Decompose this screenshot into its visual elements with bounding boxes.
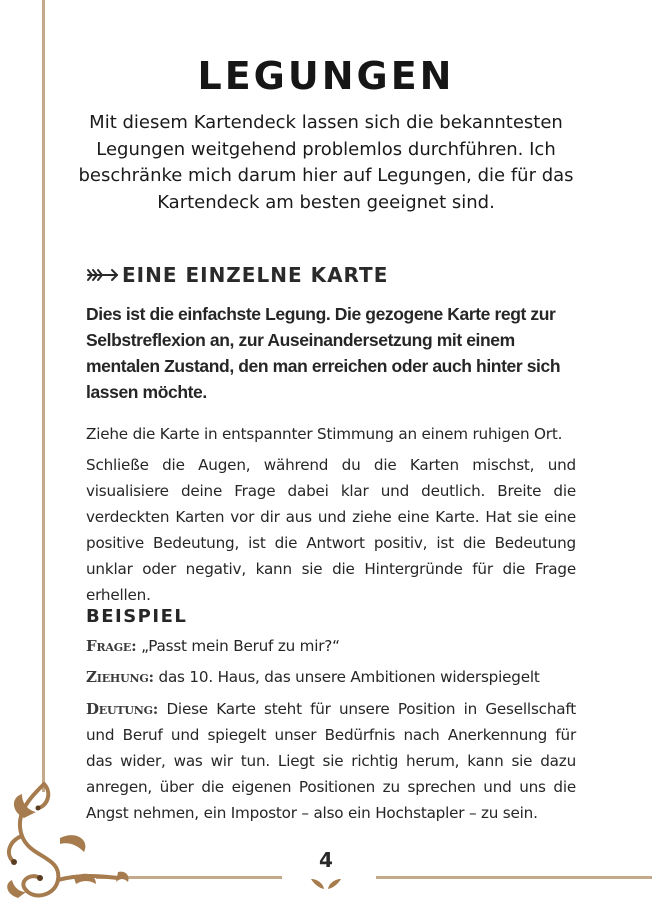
meaning-text: Diese Karte steht für unsere Position in Gesellschaft und Beruf und spiegelt unser Bedürfnis nach Anerkennung für das wider, was wir tun. Liegt sie richtig herum, kann sie dazu anregen, über die eigenen Positionen zu sprechen und uns die Angst nehmen, ein Impostor – also ein Hochstapler – zu sein. <box>86 700 576 822</box>
page-title: LEGUNGEN <box>197 54 455 98</box>
frame-line-left <box>42 0 45 792</box>
question-label: Frage: <box>86 637 137 655</box>
example-meaning <box>86 696 576 826</box>
paragraph-2: Schließe die Augen, während du die Karten mischst, und visualisiere deine Frage dabei klar und deutlich. Breite die verdeckten Karten vor dir aus und ziehe eine Karte. Hat sie eine positive Bedeutung, ist die Antwort positiv, ist die Bedeutung unklar oder negativ, kann sie die Hintergründe für die Frage erhellen. <box>86 456 576 604</box>
frame-line-bottom-right <box>376 876 652 879</box>
example-heading: BEISPIEL <box>86 606 188 627</box>
intro-text: Mit diesem Kartendeck lassen sich die bekanntesten Legungen weitgehend problemlos durchführen. Ich beschränke mich darum hier auf Legungen, die für das Kartendeck am besten geeignet sind. <box>78 112 574 213</box>
draw-label: Ziehung: <box>86 668 154 686</box>
page-number: 4 <box>319 848 333 872</box>
lead-paragraph: Dies ist die einfachste Legung. Die gezogene Karte regt zur Selbstreflexion an, zur Auseinandersetzung mit einem mentalen Zustand, den man erreichen oder auch hinter sich lassen möchte. <box>86 304 561 402</box>
arrow-icon <box>86 268 120 282</box>
meaning-label: Deutung: <box>86 700 159 718</box>
question-text: „Passt mein Beruf zu mir?“ <box>141 637 340 655</box>
page-number-ornament-icon <box>309 876 343 892</box>
draw-text: das 10. Haus, das unsere Ambitionen widerspiegelt <box>158 668 540 686</box>
example-question <box>86 633 576 659</box>
example-draw <box>86 664 576 690</box>
paragraph-1: Ziehe die Karte in entspannter Stimmung an einem ruhigen Ort. <box>86 425 563 443</box>
section-heading <box>86 262 388 288</box>
section-heading-label: EINE EINZELNE KARTE <box>122 263 389 287</box>
